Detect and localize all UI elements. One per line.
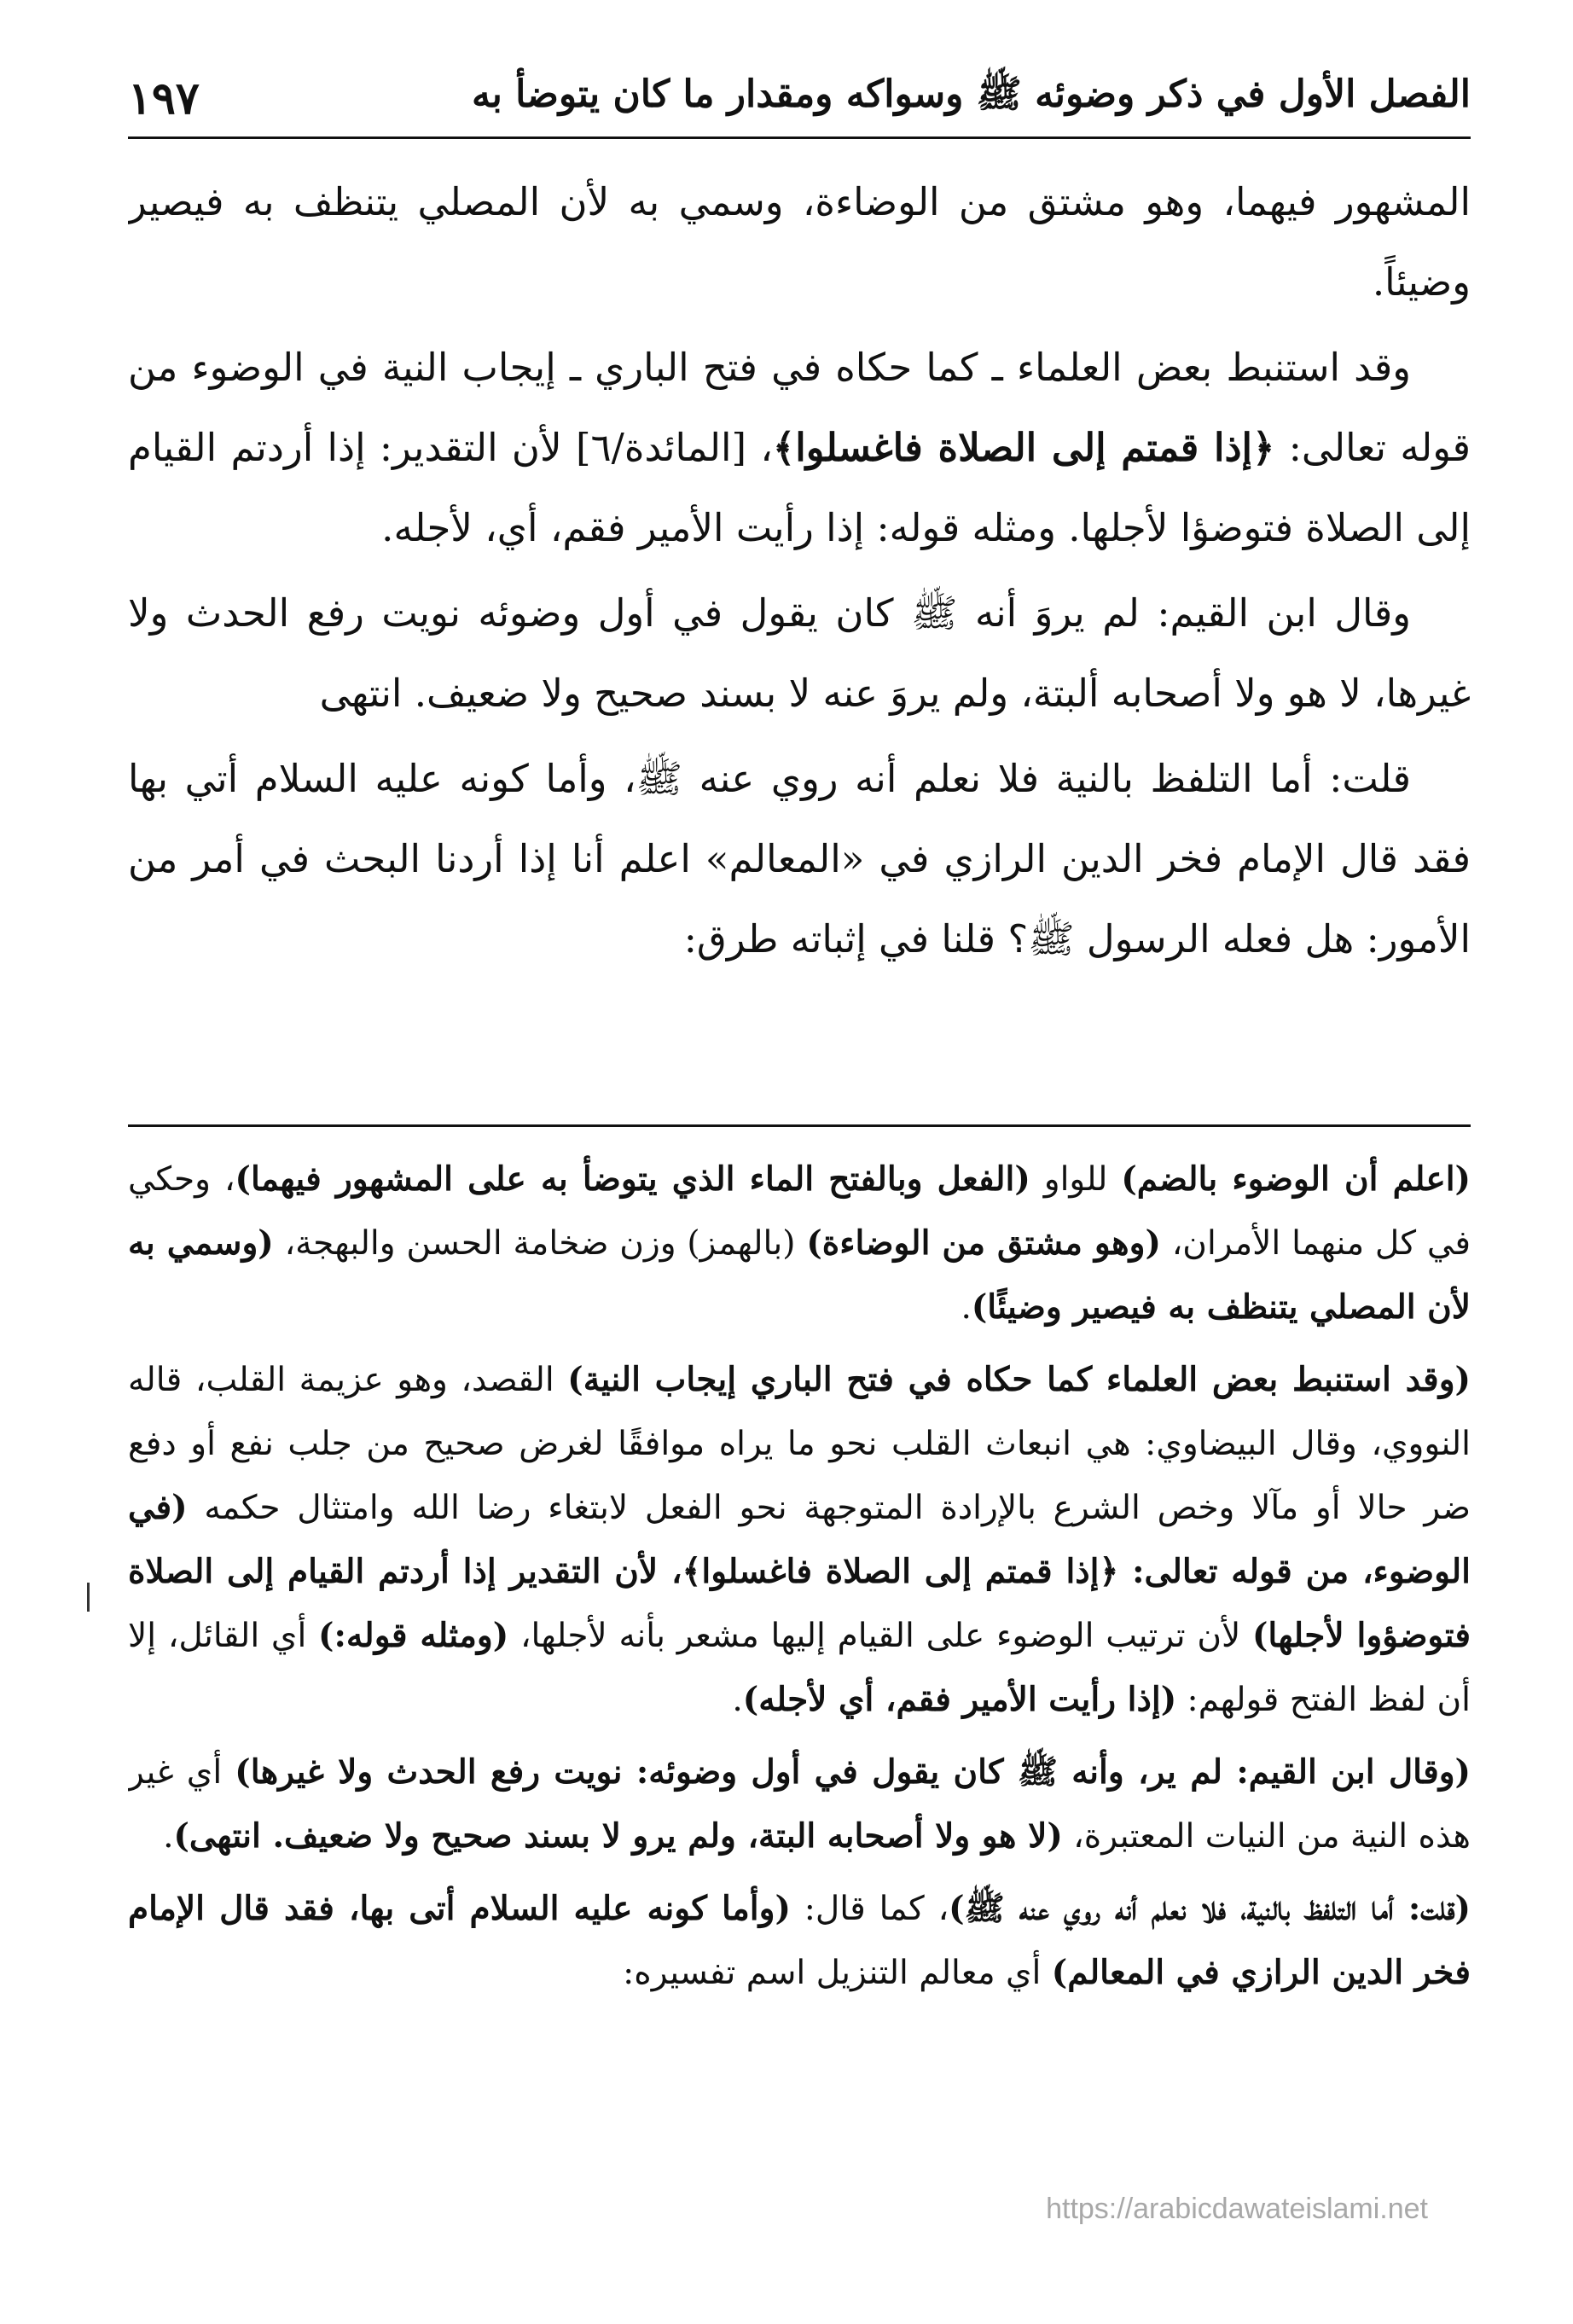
commentary-quote: (وأما كونه عليه السلام أتى بها، فقد قال الإمام فخر الدين الرازي في المعالم) [128,1889,1471,1992]
running-header [128,60,1471,139]
commentary-text: للواو [1030,1160,1122,1199]
commentary-text: . [163,1817,174,1856]
main-paragraph-3-text: وقال ابن القيم: لم يروَ أنه ﷺ كان يقول في أول وضوئه نويت رفع الحدث ولا غيرها، لا هو ولا أصحابه ألبتة، ولم يروَ عنه لا بسند صحيح ولا ضعيف. انتهى [128,590,1471,716]
commentary-text: . [961,1288,972,1327]
commentary-text: . [732,1681,743,1719]
commentary-quote: (وهو مشتق من الوضاءة) [806,1223,1161,1263]
commentary-quote: (وسمي به لأن المصلي يتنظف به فيصير وضيئًا) [128,1223,1471,1327]
commentary-text: ، كما قال: [790,1890,949,1928]
main-paragraph-1 [128,162,1471,322]
commentary-paragraph-4 [128,1877,1471,2005]
commentary-quote: (وقد استنبط بعض العلماء كما حكاه في فتح الباري إيجاب النية) [567,1360,1471,1399]
commentary-text: لأن ترتيب الوضوء على القيام إليها مشعر بأنه لأجلها، [508,1617,1252,1655]
commentary-paragraph-1 [128,1147,1471,1339]
commentary-paragraph-3 [128,1740,1471,1868]
page-number: ١٩٧ [128,72,200,125]
main-paragraph-1-text: المشهور فيهما، وهو مشتق من الوضاءة، وسمي به لأن المصلي يتنظف به فيصير وضيئاً. [128,179,1471,305]
commentary-text: أي غير هذه النية من النيات المعتبرة، [128,1753,1471,1856]
margin-mark [87,1583,90,1612]
commentary-text: القصد، وهو عزيمة القلب، قاله النووي، وقال البيضاوي: هي انبعاث القلب نحو ما يراه موافقًا لغرض صحيح من جلب نفع أو دفع ضر حالا أو مآلا وخص الشرع بالإرادة المتوجهة نحو الفعل لابتغاء رضا الله وامتثال حكمه [128,1361,1471,1527]
commentary-text: أي القائل، إلا أن لفظ الفتح قولهم: [128,1617,1471,1719]
commentary-quote: (إذا رأيت الأمير فقم، أي لأجله) [742,1680,1177,1719]
commentary-quote: (اعلم أن الوضوء بالضم) [1121,1159,1471,1199]
main-text [128,162,1471,1084]
commentary-quote: (ومثله قوله:) [318,1616,509,1655]
commentary-text: أي معالم التنزيل اسم تفسيره: [623,1954,1052,1992]
chapter-title: الفصل الأول في ذكر وضوئه ﷺ وسواكه ومقدار ما كان يتوضأ به [471,73,1471,116]
quran-verse: ﴿إذا قمتم إلى الصلاة فاغسلوا﴾ [772,425,1275,470]
footnote-divider [128,1124,1471,1127]
commentary-quote: (في الوضوء، من قوله تعالى: ﴿إذا قمتم إلى الصلاة فاغسلوا﴾، لأن التقدير إذا أردتم القيام إلى الصلاة فتوضؤوا لأجلها) [128,1488,1471,1655]
main-paragraph-2-text-b: ، [المائدة/٦] لأن التقدير: إذا أردتم القيام إلى الصلاة فتوضؤا لأجلها. ومثله قوله: إذا رأيت الأمير فقم، أي، لأجله. [128,425,1471,550]
commentary-quote: (قلت: أما التلفظ بالنية، فلا نعلم أنه روي عنه ﷺ) [949,1889,1471,1928]
commentary-quote: (الفعل وبالفتح الماء الذي يتوضأ به على المشهور فيهما) [235,1159,1030,1199]
main-paragraph-2 [128,328,1471,568]
commentary-quote: (لا هو ولا أصحابه البتة، ولم يرو لا بسند صحيح ولا ضعيف. انتهى) [173,1816,1063,1856]
commentary-text: (بالهمز) وزن ضخامة الحسن والبهجة، [273,1224,807,1263]
main-paragraph-4-text: قلت: أما التلفظ بالنية فلا نعلم أنه روي عنه ﷺ، وأما كونه عليه السلام أتي بها فقد قال الإمام فخر الدين الرازي في «المعالم» اعلم أنا إذا أردنا البحث في أمر من الأمور: هل فعله الرسول ﷺ؟ قلنا في إثباته طرق: [128,756,1471,962]
watermark-url: https://arabicdawateislami.net [1046,2193,1428,2225]
commentary-section [128,1147,1471,2197]
commentary-text: ، وحكي في كل منهما الأمران، [128,1160,1471,1263]
main-paragraph-3 [128,573,1471,734]
commentary-paragraph-2 [128,1348,1471,1732]
commentary-quote: (وقال ابن القيم: لم ير، وأنه ﷺ كان يقول في أول وضوئه: نويت رفع الحدث ولا غيرها) [235,1752,1471,1792]
main-paragraph-2-text-a: وقد استنبط بعض العلماء ـ كما حكاه في فتح الباري ـ إيجاب النية في الوضوء من قوله تعالى: [128,345,1471,470]
main-paragraph-4 [128,739,1471,979]
